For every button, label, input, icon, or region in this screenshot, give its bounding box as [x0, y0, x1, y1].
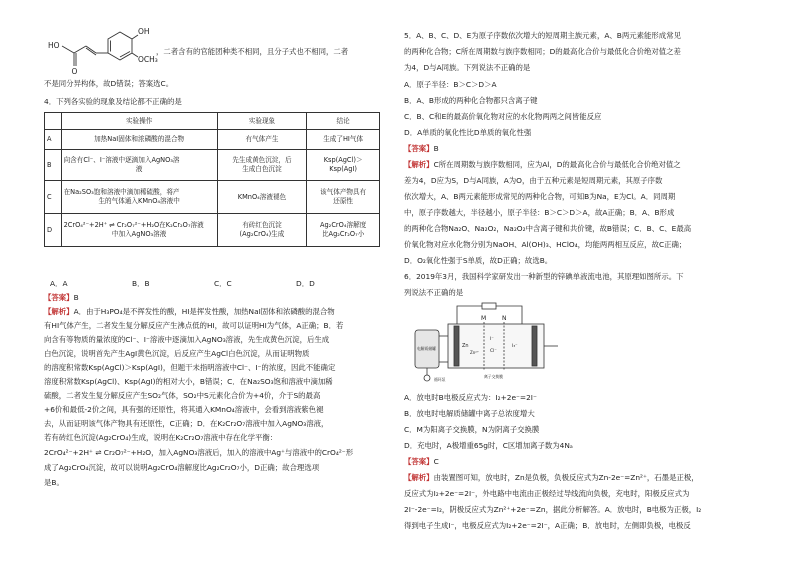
row-key: A — [45, 130, 62, 150]
cell-line: 液 — [135, 165, 143, 173]
q5-option-c: C．B、C和E的最高价氧化物对应的水化物两两之间皆能反应 — [404, 112, 602, 121]
analysis-line: 2CrO₄²⁻+2H⁺ ⇌ Cr₂O₇²⁻+H₂O，加入AgNO₃溶液后，加入的溶液中Ag⁺与溶液中的CrO₄²⁻形 — [44, 448, 354, 457]
q6-analysis-line — [404, 473, 699, 483]
table-row — [45, 181, 380, 214]
q5-analysis-line: 的两种化合物Na₂O、Na₂O₂，Na₂O₂中含离子键和共价键，故B错误；C．B、C、E最高 — [404, 224, 692, 233]
option-a: A．A — [50, 279, 68, 288]
cell-line: 生成白色沉淀 — [242, 165, 282, 173]
analysis-label: 【解析】 — [44, 307, 74, 316]
cell-line: 生成了HI气体 — [323, 135, 364, 143]
op-cell — [61, 130, 217, 150]
cell-line: 中加入AgNO₃溶液 — [111, 230, 167, 238]
analysis-line: 的溶度积常数Ksp(AgCl)＞Ksp(AgI)，但题干未指明溶液中Cl⁻、I⁻的浓度，因此不能确定 — [44, 363, 336, 372]
zn-label: Zn — [462, 343, 469, 349]
cell-line: Ksp(AgCl)＞ — [323, 156, 363, 164]
och3-label: OCH₃ — [138, 55, 158, 64]
q5-analysis-line: 中，原子序数越大，半径越小，原子半径：B＞C＞D＞A，故A正确；B．A、B形成 — [404, 208, 675, 217]
answer-value: B — [73, 293, 79, 302]
analysis-line — [44, 307, 335, 317]
n-label: N — [502, 315, 507, 322]
cell-line: 比Ag₂Cr₂O₇小 — [321, 230, 365, 238]
table-row — [45, 130, 380, 150]
cell-line: 加热NaI固体和浓磷酸的混合物 — [94, 135, 185, 143]
ion-label: Zn²⁺ — [470, 350, 479, 355]
row-key: D — [45, 214, 62, 247]
cell-line: 2CrO₄²⁻+2H⁺ ⇌ Cr₂O₇²⁻+H₂O在K₂Cr₂O₇溶液 — [63, 221, 204, 229]
analysis-line: +6价和最低-2价之间，具有强的还原性，将其通入KMnO₄溶液中，会看到溶液紫色褪 — [44, 405, 324, 414]
ion-label: I₃⁻ — [512, 344, 518, 349]
phen-cell — [217, 181, 307, 214]
cell-line: 先生成黄色沉淀，后 — [232, 156, 292, 164]
row-key: C — [45, 181, 62, 214]
table-header: 实验现象 — [217, 113, 307, 130]
ion-label: Cl⁻ — [490, 349, 497, 354]
q5-option-d: D．A单质的氧化性比D单质的氧化性强 — [404, 128, 532, 137]
q6-answer-label: 【答案】 — [404, 457, 434, 466]
q5-analysis-line: 依次增大，A、B两元素能形成常见的两种化合物，可知B为Na，E为Cl。A．同周期 — [404, 192, 676, 201]
analysis-line: 若有砖红色沉淀(Ag₂CrO₄)生成，说明在K₂Cr₂O₇溶液中存在化学平衡： — [44, 433, 278, 442]
tank-label: 电解质储罐 — [417, 346, 436, 351]
ho-label: HO — [48, 41, 60, 50]
cell-line: 生的气体通入KMnO₄溶液中 — [98, 197, 180, 205]
q5-analysis-text: C所在周期数与族序数相同，应为Al，D的最高化合价与最低化合价绝对值之 — [433, 160, 681, 169]
table-header-row — [45, 113, 380, 130]
analysis-line: 溶度积常数Ksp(AgCl)、Ksp(AgI)的相对大小，B错误；C．在Na₂SO₃饱和溶液中滴加稀 — [44, 377, 333, 386]
q6-option-d: D．充电时，A极增重65g时，C区增加离子数为4Nₐ — [404, 441, 573, 450]
concl-cell — [307, 150, 380, 181]
ion-label: I⁻ — [490, 337, 494, 342]
structure-text-2: 不是同分异构体，故D错误；答案选C。 — [44, 79, 174, 88]
q6-analysis-line: 反应式为I₂+2e⁻=2I⁻，外电路中电流由正极经过导线流向负极，充电时，阳极反应式为 — [404, 489, 690, 498]
table-row — [45, 150, 380, 181]
analysis-line: 去，从而证明该气体产物具有还原性，C正确；D．在K₂Cr₂O₇溶液中加入AgNO₃溶液， — [44, 419, 329, 428]
row-key: B — [45, 150, 62, 181]
q5-answer-label: 【答案】 — [404, 144, 434, 153]
cell-line: Ksp(AgI) — [329, 165, 357, 173]
q6-answer-value: C — [433, 457, 439, 466]
table-row — [45, 214, 380, 247]
q5-line: 为4，D与A同族。下列说法不正确的是 — [404, 63, 531, 72]
cell-line: 有砖红色沉淀 — [242, 221, 282, 229]
table-header: 实验操作 — [61, 113, 217, 130]
q5-analysis-label: 【解析】 — [404, 160, 434, 169]
q5-answer-value: B — [433, 144, 439, 153]
analysis-line: 是B。 — [44, 478, 64, 487]
battery-diagram — [412, 302, 562, 384]
cell-line: 还原性 — [333, 197, 354, 205]
phen-cell — [217, 130, 307, 150]
q6-option-a: A．放电时B电极反应式为：I₂+2e⁻=2I⁻ — [404, 393, 537, 402]
q6-line: 列说法不正确的是 — [404, 288, 464, 297]
cell-line: KMnO₄溶液褪色 — [237, 192, 287, 201]
q6-analysis-label: 【解析】 — [404, 473, 434, 482]
op-cell — [61, 214, 217, 247]
pump-label: 循环泵 — [434, 377, 446, 382]
membrane-label: 离子交换膜 — [484, 374, 503, 379]
structure-text-1: ，二者含有的官能团种类不相同，且分子式也不相同，二者 — [156, 47, 349, 56]
cell-line: 有气体产生 — [245, 135, 279, 143]
q6-line: 6．2019年3月，我国科学家研发出一种新型的锌碘单液流电池，其原理如图所示。下 — [404, 272, 684, 281]
concl-cell — [307, 130, 380, 150]
analysis-line: 硫酸，二者发生复分解反应产生SO₂气体，SO₂中S元素化合价为+4价，介于S的最高 — [44, 391, 321, 400]
q5-line: 的两种化合物；C所在周期数与族序数相同；D的最高化合价与最低化合价绝对值之差 — [404, 47, 681, 56]
q6-option-b: B．放电时电解质储罐中离子总浓度增大 — [404, 409, 535, 418]
table-header — [45, 113, 62, 130]
analysis-line: 白色沉淀，说明首先产生AgI黄色沉淀，后反应产生AgCl白色沉淀，从而证明物质 — [44, 349, 310, 358]
concl-cell — [307, 214, 380, 247]
analysis-text: A．由于H₃PO₄是不挥发性的酸，HI是挥发性酸，加热NaI固体和浓磷酸的混合物 — [73, 307, 335, 316]
question-4-title: 4．下列各实验的现象及结论都不正确的是 — [44, 97, 182, 106]
q5-analysis-line — [404, 160, 681, 170]
option-d: D．D — [296, 279, 315, 288]
experiment-table — [44, 112, 380, 247]
q6-option-c: C．M为阳离子交换膜，N为阴离子交换膜 — [404, 425, 540, 434]
option-c: C．C — [214, 279, 232, 288]
answer-line — [44, 293, 79, 303]
option-b: B．B — [132, 279, 150, 288]
q6-analysis-text: 由装置图可知，放电时，Zn是负极，负极反应式为Zn-2e⁻=Zn²⁺，石墨是正极， — [433, 473, 699, 482]
answer-label: 【答案】 — [44, 293, 74, 302]
phen-cell — [217, 150, 307, 181]
analysis-line: 向含有等物质的量浓度的Cl⁻、I⁻溶液中逐滴加入AgNO₃溶液，先生成黄色沉淀，后生成 — [44, 335, 330, 344]
q5-analysis-line: 价氧化物对应水化物分别为NaOH、Al(OH)₃、HClO₄，均能两两相互反应，故C正确； — [404, 240, 687, 249]
q5-analysis-line: D．O₂氧化性强于S单质，故D正确；故选B。 — [404, 256, 553, 265]
m-label: M — [481, 315, 487, 322]
op-cell — [61, 181, 217, 214]
q5-option-b: B．A、B形成的两种化合物都只含离子键 — [404, 96, 538, 105]
phen-cell — [217, 214, 307, 247]
q5-answer-line — [404, 144, 439, 154]
cell-line: 该气体产物具有 — [320, 188, 367, 196]
q6-answer-line — [404, 457, 439, 467]
op-cell — [61, 150, 217, 181]
oh-label: OH — [138, 27, 150, 36]
q6-analysis-line: 2I⁻-2e⁻=I₂，阴极反应式为Zn²⁺+2e⁻=Zn，据此分析解答。A．放电时，B电极为正极，I₂ — [404, 505, 702, 514]
q5-analysis-line: 差为4，D应为S，D与A同族，A为O，由于五种元素是短周期元素，其原子序数 — [404, 176, 663, 185]
analysis-line: 成了Ag₂CrO₄沉淀，故可以说明Ag₂CrO₄溶解度比Ag₂Cr₂O₇小，D正确；故合理选项 — [44, 463, 320, 472]
table-header: 结论 — [307, 113, 380, 130]
cell-line: 在Na₂SO₃饱和溶液中滴加稀硫酸，将产 — [63, 188, 180, 196]
cell-line: Ag₂CrO₄溶解度 — [319, 221, 367, 229]
cell-line: 向含有Cl⁻、I⁻溶液中逐滴加入AgNO₃溶 — [63, 156, 180, 164]
cell-line: (Ag₂CrO₄)生成 — [239, 230, 285, 238]
q6-analysis-line: 得到电子生成I⁻，电极反应式为I₂+2e⁻=2I⁻，A正确；B．放电时，左侧即负极，电极反 — [404, 521, 691, 530]
q5-option-a: A．原子半径：B＞C＞D＞A — [404, 80, 497, 89]
concl-cell — [307, 181, 380, 214]
o-label: O — [71, 67, 78, 76]
chemical-structure-diagram — [46, 22, 158, 78]
q5-line: 5．A、B、C、D、E为原子序数依次增大的短周期主族元素，A、B两元素能形成常见 — [404, 31, 681, 40]
analysis-line: 有HI气体产生，二者发生复分解反应产生沸点低的HI，故可以证明HI为气体，A正确；B．若 — [44, 321, 344, 330]
